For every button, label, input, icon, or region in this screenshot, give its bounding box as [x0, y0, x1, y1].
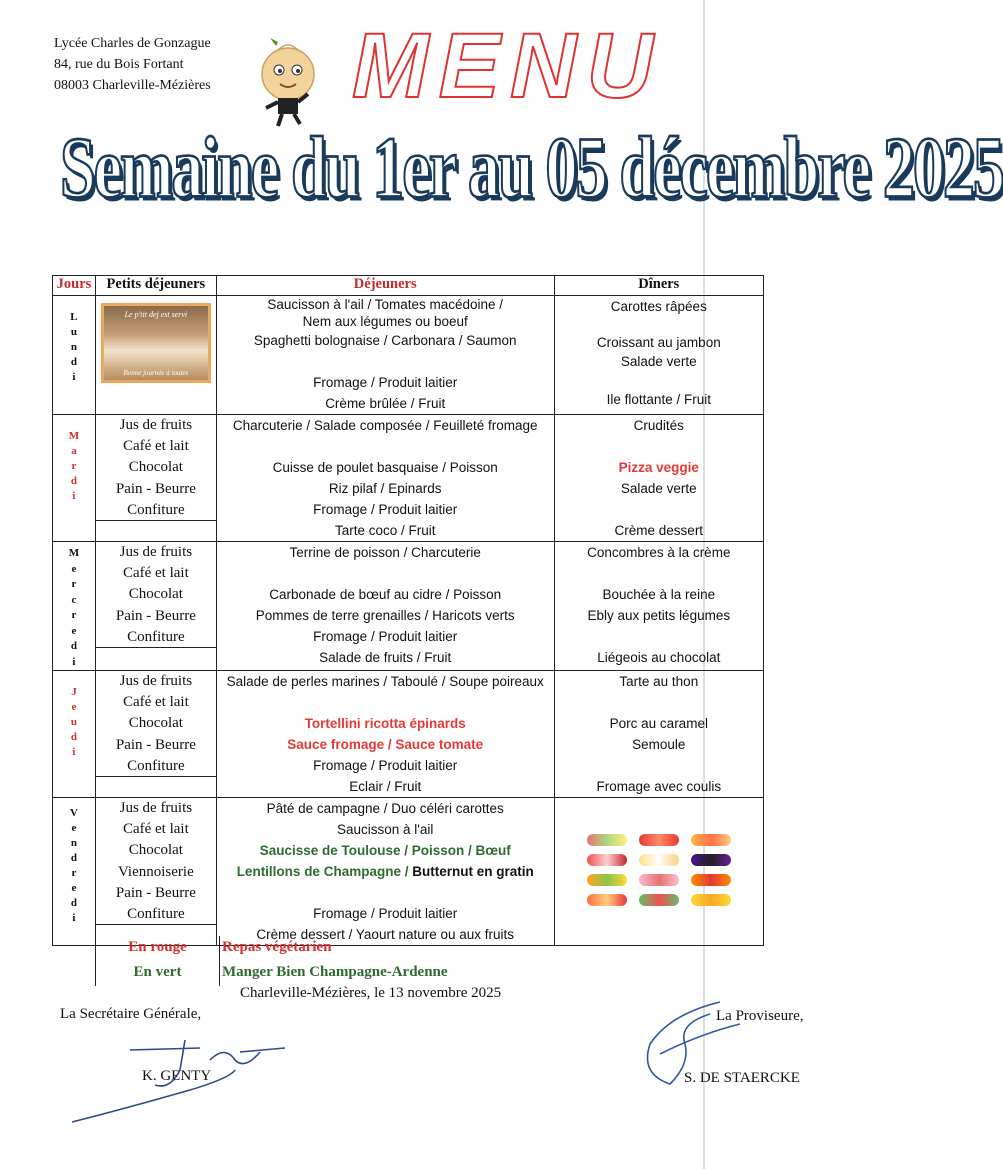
day-letter: r: [71, 609, 77, 621]
dinner-item: Carottes râpées: [610, 299, 707, 314]
dinner-item: [555, 755, 763, 776]
dinner-item: Porc au caramel: [609, 716, 708, 731]
dinner-item: [555, 692, 763, 713]
secretary-name: K. GENTY: [142, 1068, 212, 1084]
weekly-menu-table: [52, 275, 764, 946]
dinner-item: Fromage avec coulis: [596, 779, 722, 794]
day-letter: i: [72, 912, 76, 924]
onion-mascot-icon: [248, 36, 328, 128]
week-title: Semaine du 1er au 05 décembre 2025: [60, 119, 1003, 216]
lunch-item: Saucisson à l'ail / Tomates macédoine /: [267, 297, 504, 312]
breakfast-vendredi: [95, 798, 216, 946]
lunch-item: Nem aux légumes ou boeuf: [302, 314, 468, 329]
fruit-icon: [587, 854, 627, 866]
legend-green-value: Manger Bien Champagne-Ardenne: [222, 964, 448, 980]
principal-name: S. DE STAERCKE: [684, 1070, 800, 1086]
photo-caption-top: Le p'tit dej est servi: [124, 310, 188, 319]
lunch-item: Pâté de campagne / Duo céléri carottes: [266, 801, 504, 816]
lunch-item: Riz pilaf / Epinards: [328, 481, 442, 496]
lunch-item: [217, 882, 554, 903]
breakfast-item: Confiture: [96, 627, 216, 648]
dinner-item: Salade verte: [620, 354, 697, 369]
principal-signature-icon: [630, 994, 750, 1104]
breakfast-photo-cell: [95, 296, 216, 415]
day-letter: e: [71, 822, 77, 834]
photo-caption-bottom: Bonne journée à toutes: [123, 369, 189, 377]
day-letter: i: [72, 490, 76, 502]
school-name: Lycée Charles de Gonzague: [54, 36, 211, 51]
breakfast-jeudi: [95, 671, 216, 798]
day-letter: e: [71, 624, 77, 637]
lunch-item: Salade de fruits / Fruit: [319, 650, 452, 665]
lunch-item: [217, 692, 554, 713]
lunch-item-vegetarian: Tortellini ricotta épinards: [304, 716, 466, 731]
table-header-row: [53, 276, 764, 296]
school-city: 08003 Charleville-Mézières: [54, 78, 211, 93]
school-address: [54, 33, 211, 96]
header-dejeuners: Déjeuners: [216, 276, 554, 296]
dinner-item: [555, 563, 763, 584]
fruit-icon: [587, 834, 627, 846]
breakfast-item: Chocolat: [128, 715, 183, 732]
day-letter: M: [68, 547, 80, 559]
day-letter: V: [69, 807, 78, 819]
breakfast-item: Pain - Beurre: [115, 607, 196, 624]
breakfast-item: Jus de fruits: [119, 544, 193, 560]
lunch-vendredi: [216, 798, 554, 946]
day-letter: c: [71, 593, 77, 606]
dinner-item: Ile flottante / Fruit: [606, 392, 711, 407]
day-letter: e: [71, 701, 77, 713]
day-label-mardi: [53, 415, 96, 542]
dinner-item: Ebly aux petits légumes: [587, 608, 731, 623]
fruit-icon: [587, 874, 627, 886]
day-letter: r: [71, 867, 77, 879]
secretary-title: La Secrétaire Générale,: [60, 1006, 202, 1022]
lunch-item: Crème brûlée / Fruit: [325, 396, 446, 411]
lunch-item: Charcuterie / Salade composée / Feuilleté fromage: [232, 418, 538, 433]
day-letter: d: [70, 640, 78, 652]
day-letter: r: [71, 460, 77, 472]
dinner-lundi: [554, 296, 763, 415]
date-line: Charleville-Mézières, le 13 novembre 2025: [240, 985, 502, 1001]
fruit-icon: [691, 874, 731, 886]
dinner-item: Bouchée à la reine: [602, 587, 716, 602]
day-row-lundi: [53, 296, 764, 415]
lunch-item: Carbonade de bœuf au cidre / Poisson: [269, 587, 502, 602]
lunch-item: Pommes de terre grenailles / Haricots verts: [255, 608, 515, 623]
fruit-icon: [639, 854, 679, 866]
day-letter: d: [70, 356, 78, 368]
breakfast-item: Jus de fruits: [119, 417, 193, 433]
dinner-item: [555, 317, 763, 334]
day-letter: d: [70, 897, 78, 909]
fruit-icon: [639, 834, 679, 846]
dinner-mardi: [554, 415, 763, 542]
lunch-item: Spaghetti bolognaise / Carbonara / Saumon: [253, 333, 517, 348]
breakfast-item: Café et lait: [122, 694, 189, 711]
day-letter: n: [70, 341, 78, 353]
fruit-icon: [587, 894, 627, 906]
day-label-vendredi: [53, 798, 96, 946]
breakfast-item: Café et lait: [122, 565, 189, 582]
breakfast-empty-line: [96, 521, 216, 541]
breakfast-item: Pain - Beurre: [115, 480, 196, 497]
school-street: 84, rue du Bois Fortant: [54, 57, 184, 72]
breakfast-item: Confiture: [96, 904, 216, 925]
dinner-jeudi: [554, 671, 763, 798]
day-letter: i: [72, 371, 76, 383]
lunch-item: Saucisson à l'ail: [337, 822, 434, 837]
day-letter: J: [71, 686, 77, 698]
fruit-icon: [691, 854, 731, 866]
lunch-item: Crème dessert / Yaourt nature ou aux fruits: [256, 927, 515, 942]
lunch-item: Tarte coco / Fruit: [334, 523, 436, 538]
day-label-lundi: [53, 296, 96, 415]
lunch-item-manger-bien: Lentillons de Champagne /: [236, 864, 413, 879]
day-letter: r: [71, 578, 77, 590]
dinner-item: Concombres à la crème: [587, 545, 731, 560]
menu-title: MENU: [352, 15, 663, 117]
day-letter: n: [70, 837, 78, 849]
lunch-item: Salade de perles marines / Taboulé / Soupe poireaux: [226, 674, 544, 689]
dinner-item: [555, 499, 763, 520]
lunch-item: Terrine de poisson / Charcuterie: [289, 545, 481, 560]
lunch-item: [217, 351, 554, 372]
breakfast-item: Pain - Beurre: [115, 884, 196, 901]
lunch-item: Eclair / Fruit: [349, 779, 422, 794]
day-letter: L: [70, 311, 78, 323]
day-letter: d: [70, 731, 78, 743]
breakfast-item: Viennoiserie: [117, 863, 194, 880]
principal-title: La Proviseure,: [716, 1008, 804, 1024]
lunch-jeudi: [216, 671, 554, 798]
fruit-icon: [639, 874, 679, 886]
legend-red-key: En rouge: [95, 936, 220, 961]
breakfast-empty-line: [96, 777, 216, 797]
dinner-item: Salade verte: [620, 481, 697, 496]
lunch-item: [217, 563, 554, 584]
dinner-vendredi: [554, 798, 763, 946]
legend-green-key: En vert: [95, 961, 220, 986]
fruit-icon: [691, 894, 731, 906]
day-letter: i: [72, 655, 76, 668]
lunch-item: Fromage / Produit laitier: [313, 629, 458, 644]
day-letter: u: [70, 326, 78, 338]
lunch-item: Cuisse de poulet basquaise / Poisson: [272, 460, 498, 475]
day-letter: e: [71, 562, 77, 575]
lunch-item-mixed: [217, 861, 554, 882]
breakfast-item: Jus de fruits: [119, 800, 193, 816]
breakfast-item: Café et lait: [122, 821, 189, 838]
day-letter: u: [70, 716, 78, 728]
day-letter: d: [70, 852, 78, 864]
breakfast-item: Confiture: [96, 500, 216, 521]
breakfast-item: Café et lait: [122, 438, 189, 455]
day-row-mercredi: [53, 542, 764, 671]
breakfast-mercredi: [95, 542, 216, 671]
dinner-item: [555, 436, 763, 457]
day-row-jeudi: [53, 671, 764, 798]
dinner-item: Liégeois au chocolat: [597, 650, 721, 665]
day-row-mardi: [53, 415, 764, 542]
lunch-mercredi: [216, 542, 554, 671]
dinner-item: [555, 372, 763, 389]
fruit-icon: [691, 834, 731, 846]
lunch-item: [217, 436, 554, 457]
dinner-item: [555, 626, 763, 647]
breakfast-item: Pain - Beurre: [115, 736, 196, 753]
breakfast-photo: [101, 303, 211, 383]
day-letter: d: [70, 475, 78, 487]
dinner-item: Semoule: [632, 737, 686, 752]
lunch-item: Fromage / Produit laitier: [313, 502, 458, 517]
dinner-item: Tarte au thon: [619, 674, 699, 689]
day-label-mercredi: [53, 542, 96, 671]
breakfast-empty-line: [96, 648, 216, 668]
breakfast-item: Confiture: [96, 756, 216, 777]
lunch-mardi: [216, 415, 554, 542]
header-petits-dejeuners: Petits déjeuners: [95, 276, 216, 296]
day-letter: a: [71, 445, 77, 457]
breakfast-item: Jus de fruits: [119, 673, 193, 689]
dinner-item: Croissant au jambon: [596, 335, 721, 350]
dinner-item: Crème dessert: [614, 523, 704, 538]
breakfast-mardi: [95, 415, 216, 542]
lunch-lundi: [216, 296, 554, 415]
lunch-item-plain-bold: Butternut en gratin: [412, 864, 534, 879]
header-jours: Jours: [53, 276, 96, 296]
day-row-vendredi: [53, 798, 764, 946]
day-letter: i: [72, 746, 76, 758]
fruit-icon: [639, 894, 679, 906]
lunch-item: Fromage / Produit laitier: [313, 758, 458, 773]
day-letter: e: [71, 882, 77, 894]
lunch-item: Fromage / Produit laitier: [313, 375, 458, 390]
header-diners: Dîners: [554, 276, 763, 296]
lunch-item-vegetarian: Sauce fromage / Sauce tomate: [287, 737, 484, 752]
legend-red-value: Repas végétarien: [222, 939, 332, 955]
lunch-item-manger-bien: Saucisse de Toulouse / Poisson / Bœuf: [259, 843, 511, 858]
dinner-item: Crudités: [633, 418, 684, 433]
day-letter: M: [68, 430, 80, 442]
day-label-jeudi: [53, 671, 96, 798]
lunch-item: Fromage / Produit laitier: [313, 906, 458, 921]
fruit-illustration: [555, 798, 763, 906]
dinner-item-vegetarian: Pizza veggie: [618, 460, 699, 475]
breakfast-item: Chocolat: [128, 842, 183, 859]
dinner-mercredi: [554, 542, 763, 671]
breakfast-item: Chocolat: [128, 586, 183, 603]
secretary-signature-icon: [60, 1030, 300, 1130]
breakfast-item: Chocolat: [128, 459, 183, 476]
